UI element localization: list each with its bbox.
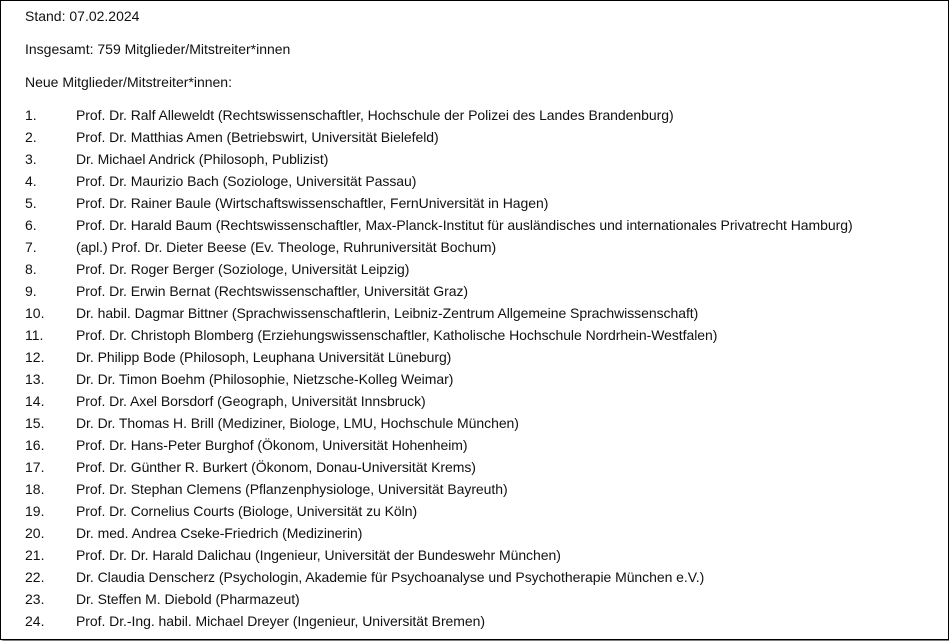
list-item <box>25 236 948 258</box>
list-item-text: Dr. habil. Dagmar Bittner (Sprachwissenschaftlerin, Leibniz-Zentrum Allgemeine Sprachwissenschaft) <box>76 305 699 321</box>
list-item <box>25 104 948 126</box>
list-item-text: Prof. Dr. Rainer Baule (Wirtschaftswissenschaftler, FernUniversität in Hagen) <box>76 195 549 211</box>
list-item-text: Dr. Dr. Thomas H. Brill (Mediziner, Biologe, LMU, Hochschule München) <box>76 415 519 431</box>
list-item <box>25 522 948 544</box>
list-item-text: Prof. Dr. Dr. Harald Dalichau (Ingenieur, Universität der Bundeswehr München) <box>76 547 561 563</box>
list-item-text: Prof. Dr. Axel Borsdorf (Geograph, Universität Innsbruck) <box>76 393 426 409</box>
list-item <box>25 390 948 412</box>
list-item-text: Prof. Dr. Stephan Clemens (Pflanzenphysiologe, Universität Bayreuth) <box>76 481 508 497</box>
list-item-number: 11. <box>25 327 44 343</box>
list-item <box>25 478 948 500</box>
list-item-text: Prof. Dr. Günther R. Burkert (Ökonom, Donau-Universität Krems) <box>76 459 476 475</box>
list-item-number: 6. <box>25 217 37 233</box>
list-item-text: Dr. Philipp Bode (Philosoph, Leuphana Universität Lüneburg) <box>76 349 452 365</box>
list-item <box>25 148 948 170</box>
list-item <box>25 434 948 456</box>
list-item-number: 15. <box>25 415 45 431</box>
list-item-number: 18. <box>25 481 45 497</box>
list-item <box>25 214 948 236</box>
list-item <box>25 170 948 192</box>
list-item-number: 8. <box>25 261 37 277</box>
list-item-text: Prof. Dr. Harald Baum (Rechtswissenschaftler, Max-Planck-Institut für ausländisches und internationales Privatrecht Hamburg) <box>76 217 853 233</box>
list-item-text: Dr. med. Andrea Cseke-Friedrich (Medizinerin) <box>76 525 363 541</box>
spacer <box>25 93 948 104</box>
list-item-number: 14. <box>25 393 45 409</box>
list-item-number: 5. <box>25 195 37 211</box>
list-item-number: 23. <box>25 591 45 607</box>
list-item <box>25 302 948 324</box>
list-item-number: 12. <box>25 349 45 365</box>
list-item-text: Dr. Claudia Denscherz (Psychologin, Akademie für Psychoanalyse und Psychotherapie München e.V.) <box>76 569 705 585</box>
spacer <box>25 27 948 38</box>
list-item <box>25 346 948 368</box>
list-item-number: 17. <box>25 459 45 475</box>
list-item-number: 4. <box>25 173 37 189</box>
list-item <box>25 610 948 632</box>
list-item-text: Prof. Dr. Cornelius Courts (Biologe, Universität zu Köln) <box>76 503 418 519</box>
list-item-text: Prof. Dr. Roger Berger (Soziologe, Universität Leipzig) <box>76 261 410 277</box>
list-item-number: 7. <box>25 239 37 255</box>
list-item <box>25 500 948 522</box>
list-item <box>25 258 948 280</box>
list-item-number: 19. <box>25 503 45 519</box>
list-item-text: Dr. Michael Andrick (Philosoph, Publizist) <box>76 151 329 167</box>
document-body <box>25 5 948 632</box>
list-item-number: 3. <box>25 151 37 167</box>
list-item-number: 1. <box>25 107 37 123</box>
list-item <box>25 280 948 302</box>
list-item-number: 24. <box>25 613 45 629</box>
list-item <box>25 566 948 588</box>
list-item-text: Prof. Dr. Maurizio Bach (Soziologe, Universität Passau) <box>76 173 417 189</box>
list-item-text: Prof. Dr.-Ing. habil. Michael Dreyer (Ingenieur, Universität Bremen) <box>76 613 485 629</box>
list-item-number: 22. <box>25 569 45 585</box>
list-item <box>25 368 948 390</box>
list-item-text: Prof. Dr. Matthias Amen (Betriebswirt, Universität Bielefeld) <box>76 129 439 145</box>
list-item <box>25 126 948 148</box>
list-item-text: Dr. Dr. Timon Boehm (Philosophie, Nietzsche-Kolleg Weimar) <box>76 371 454 387</box>
list-item-number: 21. <box>25 547 45 563</box>
list-item-text: (apl.) Prof. Dr. Dieter Beese (Ev. Theologe, Ruhruniversität Bochum) <box>76 239 497 255</box>
list-item-number: 16. <box>25 437 45 453</box>
list-item-text: Prof. Dr. Christoph Blomberg (Erziehungswissenschaftler, Katholische Hochschule Nordrhein-Westfalen) <box>76 327 718 343</box>
total-members: Insgesamt: 759 Mitglieder/Mitstreiter*innen <box>25 41 291 57</box>
list-item <box>25 192 948 214</box>
list-item-number: 13. <box>25 371 45 387</box>
status-date: Stand: 07.02.2024 <box>25 8 140 24</box>
new-members-heading: Neue Mitglieder/Mitstreiter*innen: <box>25 74 232 90</box>
list-item <box>25 588 948 610</box>
list-item <box>25 324 948 346</box>
list-item-number: 20. <box>25 525 45 541</box>
list-item-text: Prof. Dr. Erwin Bernat (Rechtswissenschaftler, Universität Graz) <box>76 283 469 299</box>
list-item <box>25 456 948 478</box>
list-item-number: 2. <box>25 129 37 145</box>
spacer <box>25 60 948 71</box>
list-item-number: 10. <box>25 305 45 321</box>
list-item-text: Prof. Dr. Ralf Alleweldt (Rechtswissenschaftler, Hochschule der Polizei des Landes Brandenburg) <box>76 107 674 123</box>
list-item-number: 9. <box>25 283 37 299</box>
list-item <box>25 544 948 566</box>
list-item-text: Prof. Dr. Hans-Peter Burghof (Ökonom, Universität Hohenheim) <box>76 437 468 453</box>
member-list <box>25 104 948 632</box>
list-item-text: Dr. Steffen M. Diebold (Pharmazeut) <box>76 591 300 607</box>
list-item <box>25 412 948 434</box>
